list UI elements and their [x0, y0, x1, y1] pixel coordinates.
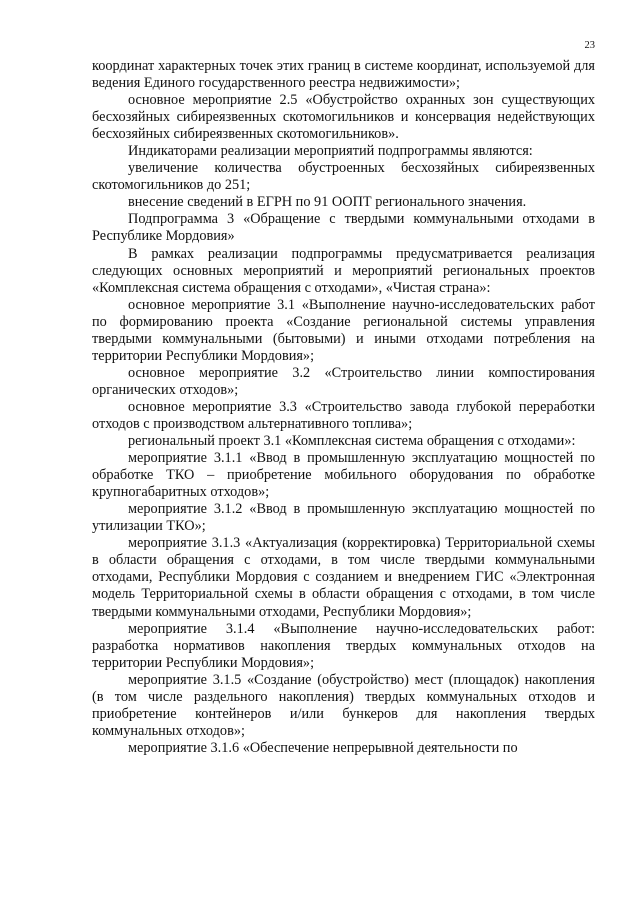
paragraph: мероприятие 3.1.3 «Актуализация (корректировка) Территориальной схемы в области обращения с отходами, в том числе твердыми коммунальными отходами, Республики Мордовия с созданием и внедрением ГИС «Электронная модель Территориальной схемы в области обращения с отходами, в том числе твердыми коммунальными отходами, Республики Мордовия»;	[92, 535, 595, 620]
document-body	[92, 58, 595, 757]
subprogram-heading: Подпрограмма 3 «Обращение с твердыми коммунальными отходами в Республике Мордовия»	[92, 211, 595, 245]
paragraph: основное мероприятие 3.1 «Выполнение научно-исследовательских работ по формированию проекта «Создание региональной системы управления твердыми коммунальными (бытовыми) и иными отходами потребления на территории Республики Мордовия»;	[92, 296, 595, 364]
paragraph: координат характерных точек этих границ в системе координат, используемой для ведения Единого государственного реестра недвижимости»;	[92, 58, 595, 92]
paragraph: Индикаторами реализации мероприятий подпрограммы являются:	[128, 143, 533, 160]
paragraph: основное мероприятие 3.3 «Строительство завода глубокой переработки отходов с производством альтернативного топлива»;	[92, 398, 595, 432]
page-number: 23	[584, 40, 595, 51]
paragraph: основное мероприятие 3.2 «Строительство линии компостирования органических отходов»;	[92, 364, 595, 398]
paragraph: внесение сведений в ЕГРН по 91 ООПТ регионального значения.	[128, 194, 527, 211]
paragraph: мероприятие 3.1.5 «Создание (обустройство) мест (площадок) накопления (в том числе раздельного накопления) твердых коммунальных отходов и приобретение контейнеров и/или бункеров для накопления твердых коммунальных отходов»;	[92, 671, 595, 739]
paragraph: мероприятие 3.1.2 «Ввод в промышленную эксплуатацию мощностей по утилизации ТКО»;	[92, 501, 595, 535]
paragraph: В рамках реализации подпрограммы предусматривается реализация следующих основных мероприятий и мероприятий региональных проектов «Комплексная система обращения с отходами», «Чистая страна»:	[92, 245, 595, 296]
paragraph: мероприятие 3.1.6 «Обеспечение непрерывной деятельности по	[128, 739, 518, 756]
paragraph: региональный проект 3.1 «Комплексная система обращения с отходами»:	[128, 433, 576, 450]
paragraph: мероприятие 3.1.4 «Выполнение научно-исследовательских работ: разработка нормативов накопления твердых коммунальных отходов на территории Республики Мордовия»;	[92, 620, 595, 671]
paragraph: мероприятие 3.1.1 «Ввод в промышленную эксплуатацию мощностей по обработке ТКО – приобретение мобильного оборудования по обработке крупногабаритных отходов»;	[92, 450, 595, 501]
paragraph: увеличение количества обустроенных бесхозяйных сибиреязвенных скотомогильников до 251;	[92, 160, 595, 194]
paragraph: основное мероприятие 2.5 «Обустройство охранных зон существующих бесхозяйных сибиреязвенных скотомогильников и консервация недействующих бесхозяйных сибиреязвенных скотомогильников».	[92, 92, 595, 143]
